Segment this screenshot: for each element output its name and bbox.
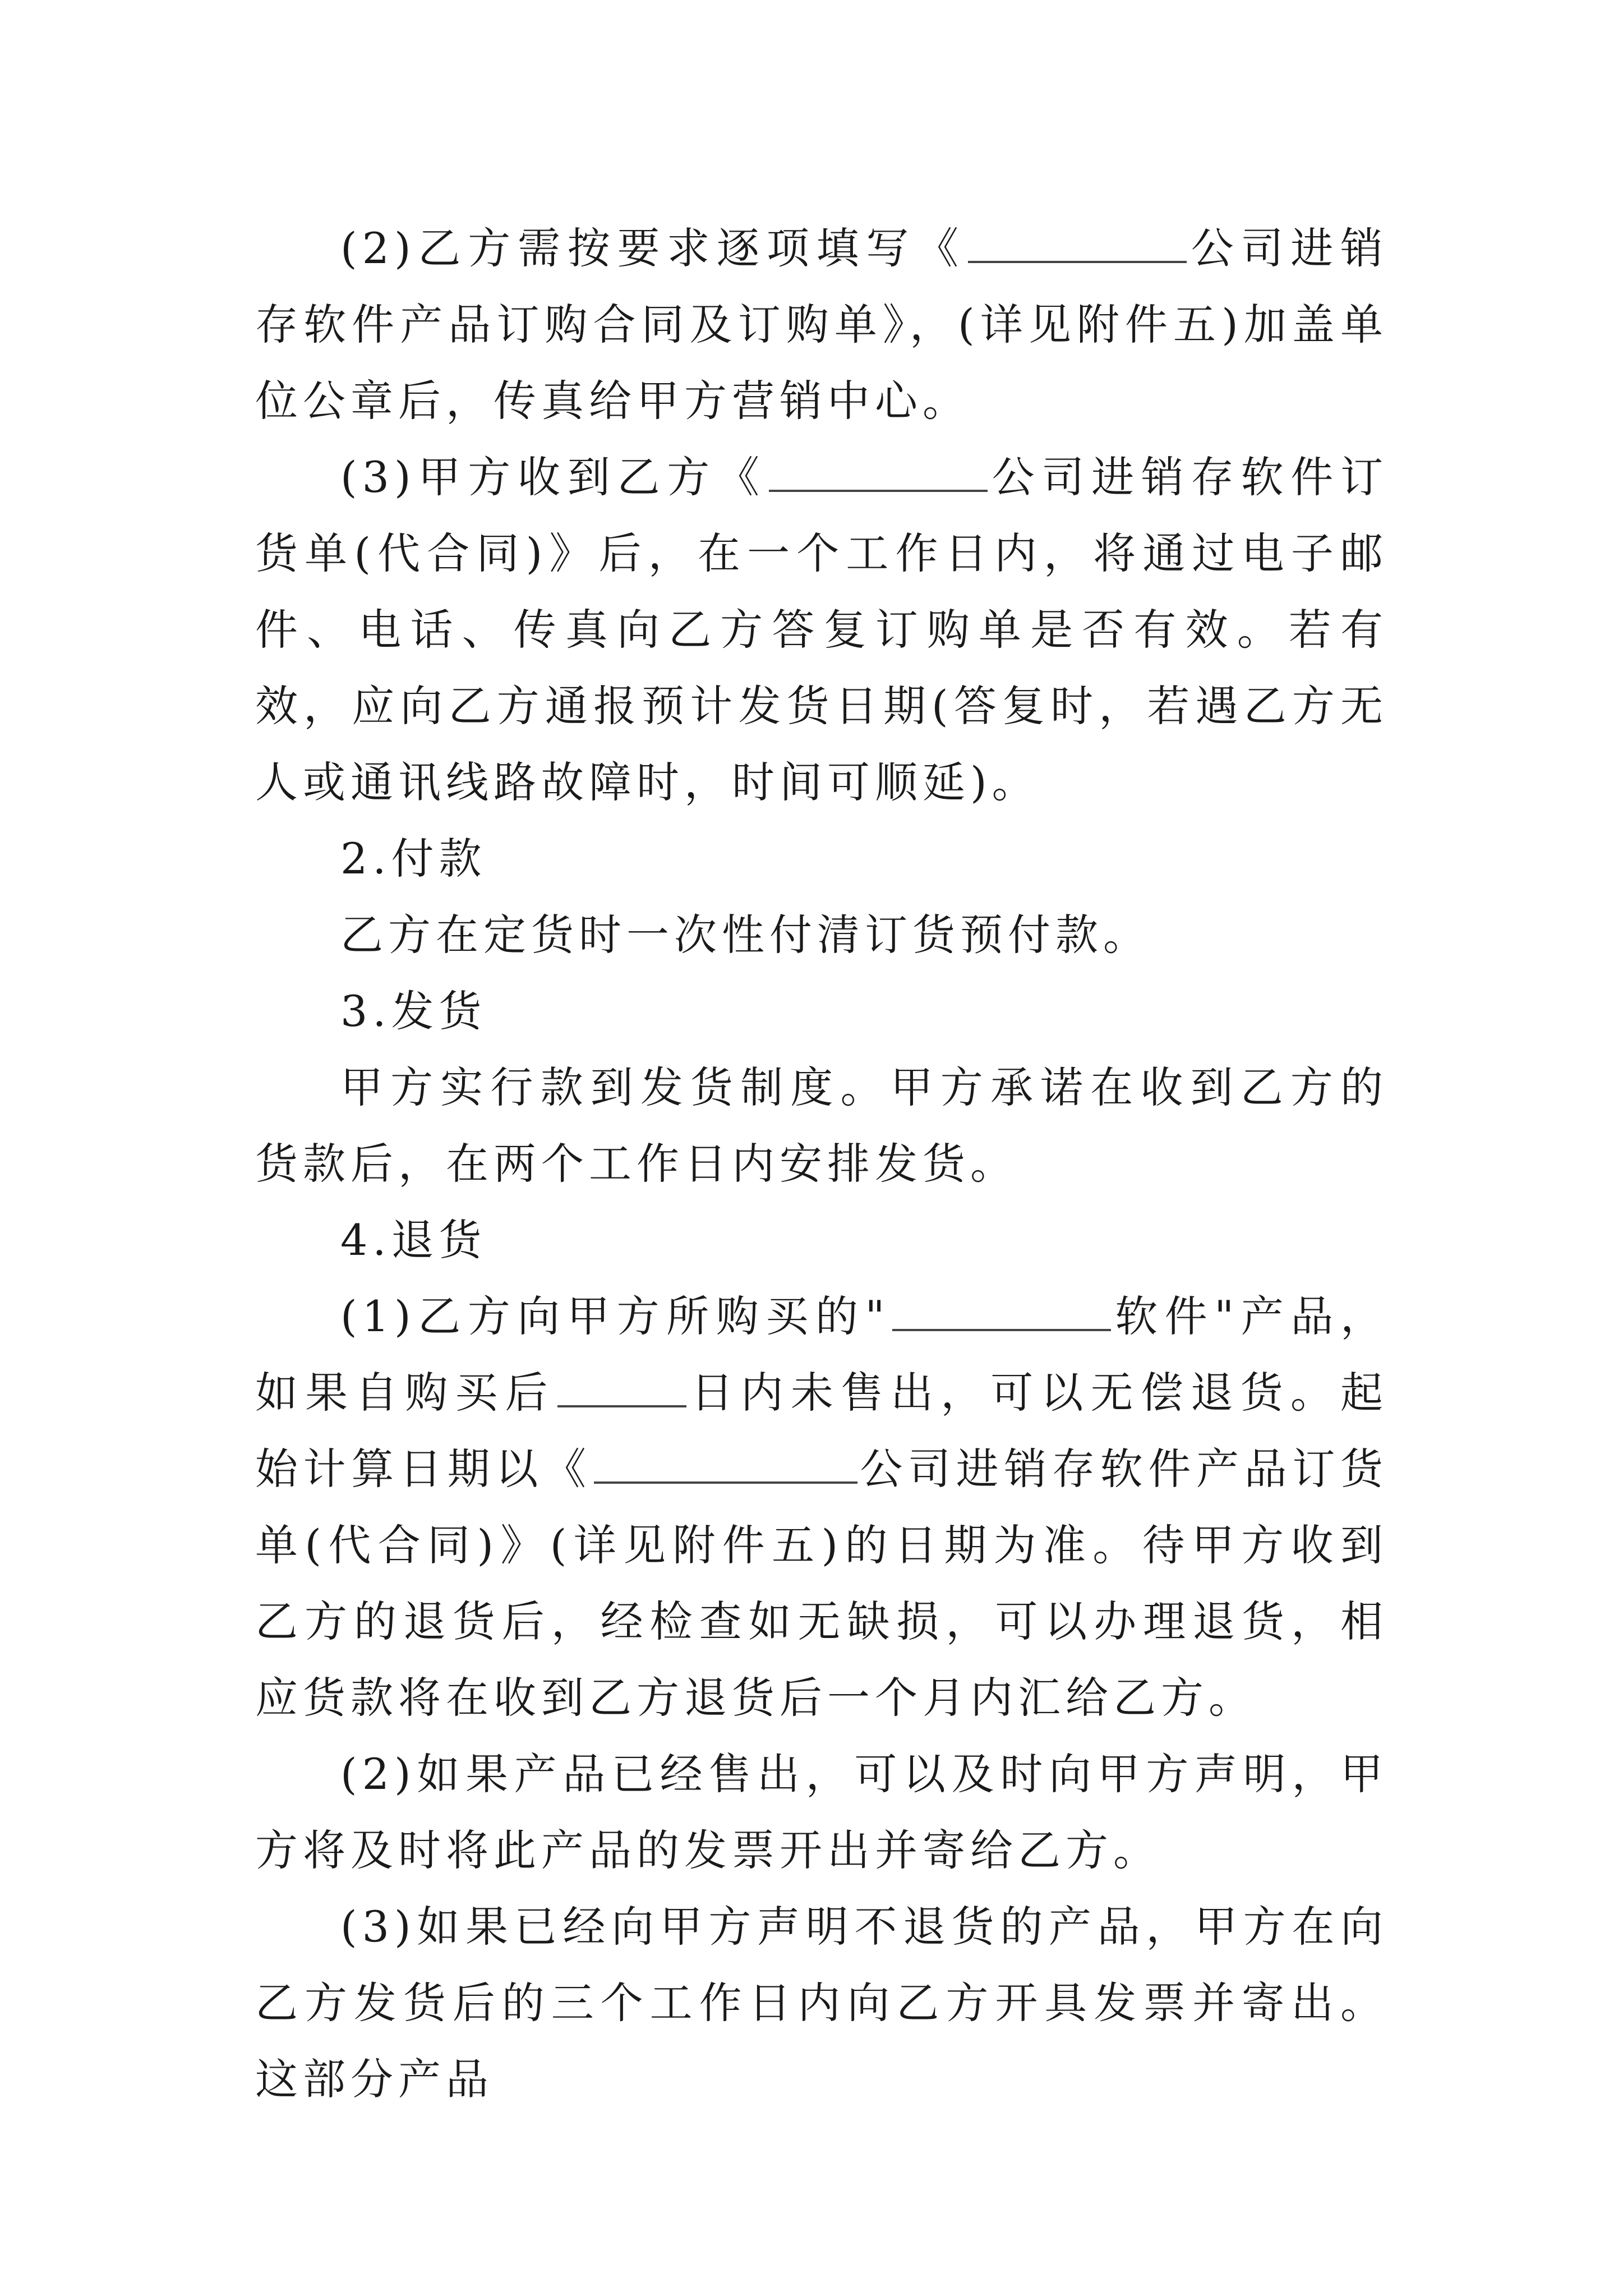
text-run: 公司进销存软件产品订货单(代合同)》(详见附件五)的日期为准。待甲方收到乙方的退货后，经检查如无缺损，可以办理退货，相应货款将在收到乙方退货后一个月内汇给乙方。: [255, 1444, 1389, 1723]
fill-in-blank-company-name: [594, 1444, 857, 1484]
text-run: 公司进销存软件订货单(代合同)》后，在一个工作日内，将通过电子邮件、电话、传真向乙方答复订购单是否有效。若有效，应向乙方通报预计发货日期(答复时，若遇乙方无人或通讯线路故障时，时间可顺延)。: [255, 452, 1388, 807]
paragraph-shipping: 甲方实行款到发货制度。甲方承诺在收到乙方的货款后，在两个工作日内安排发货。: [255, 1062, 1388, 1189]
fill-in-blank-company-name: [769, 453, 988, 492]
text-run: 软件"产品，如果自购买后: [255, 1291, 1388, 1418]
text-run: (2)乙方需按要求逐项填写《: [340, 223, 966, 273]
text-run: (3)甲方收到乙方《: [340, 452, 767, 502]
paragraph-order-step-3: [255, 439, 1388, 821]
fill-in-blank-software-name: [892, 1292, 1111, 1331]
paragraph-return-1: [255, 1278, 1388, 1736]
fill-in-blank-days: [557, 1368, 686, 1407]
text-run: (1)乙方向甲方所购买的": [340, 1291, 890, 1341]
paragraph-return-2: (2)如果产品已经售出，可以及时向甲方声明，甲方将及时将此产品的发票开出并寄给乙方。: [255, 1749, 1388, 1875]
fill-in-blank-company-name: [968, 224, 1187, 263]
section-heading-return: 4.退货: [340, 1215, 487, 1265]
section-heading-payment: 2.付款: [340, 834, 487, 884]
contract-text: [255, 210, 1388, 2118]
paragraph-payment: 乙方在定货时一次性付清订货预付款。: [340, 910, 1151, 960]
paragraph-order-step-2: [255, 210, 1388, 439]
section-heading-shipping: 3.发货: [340, 986, 487, 1036]
paragraph-return-3: (3)如果已经向甲方声明不退货的产品，甲方在向乙方发货后的三个工作日内向乙方开具发票并寄出。这部分产品: [255, 1902, 1388, 2104]
text-run: 公司进销存软件产品订购合同及订购单》，(详见附件五)加盖单位公章后，传真给甲方营销中心。: [255, 223, 1389, 426]
text-run: 日内未售出，可以无偿退货。起始计算日期以《: [255, 1368, 1389, 1494]
